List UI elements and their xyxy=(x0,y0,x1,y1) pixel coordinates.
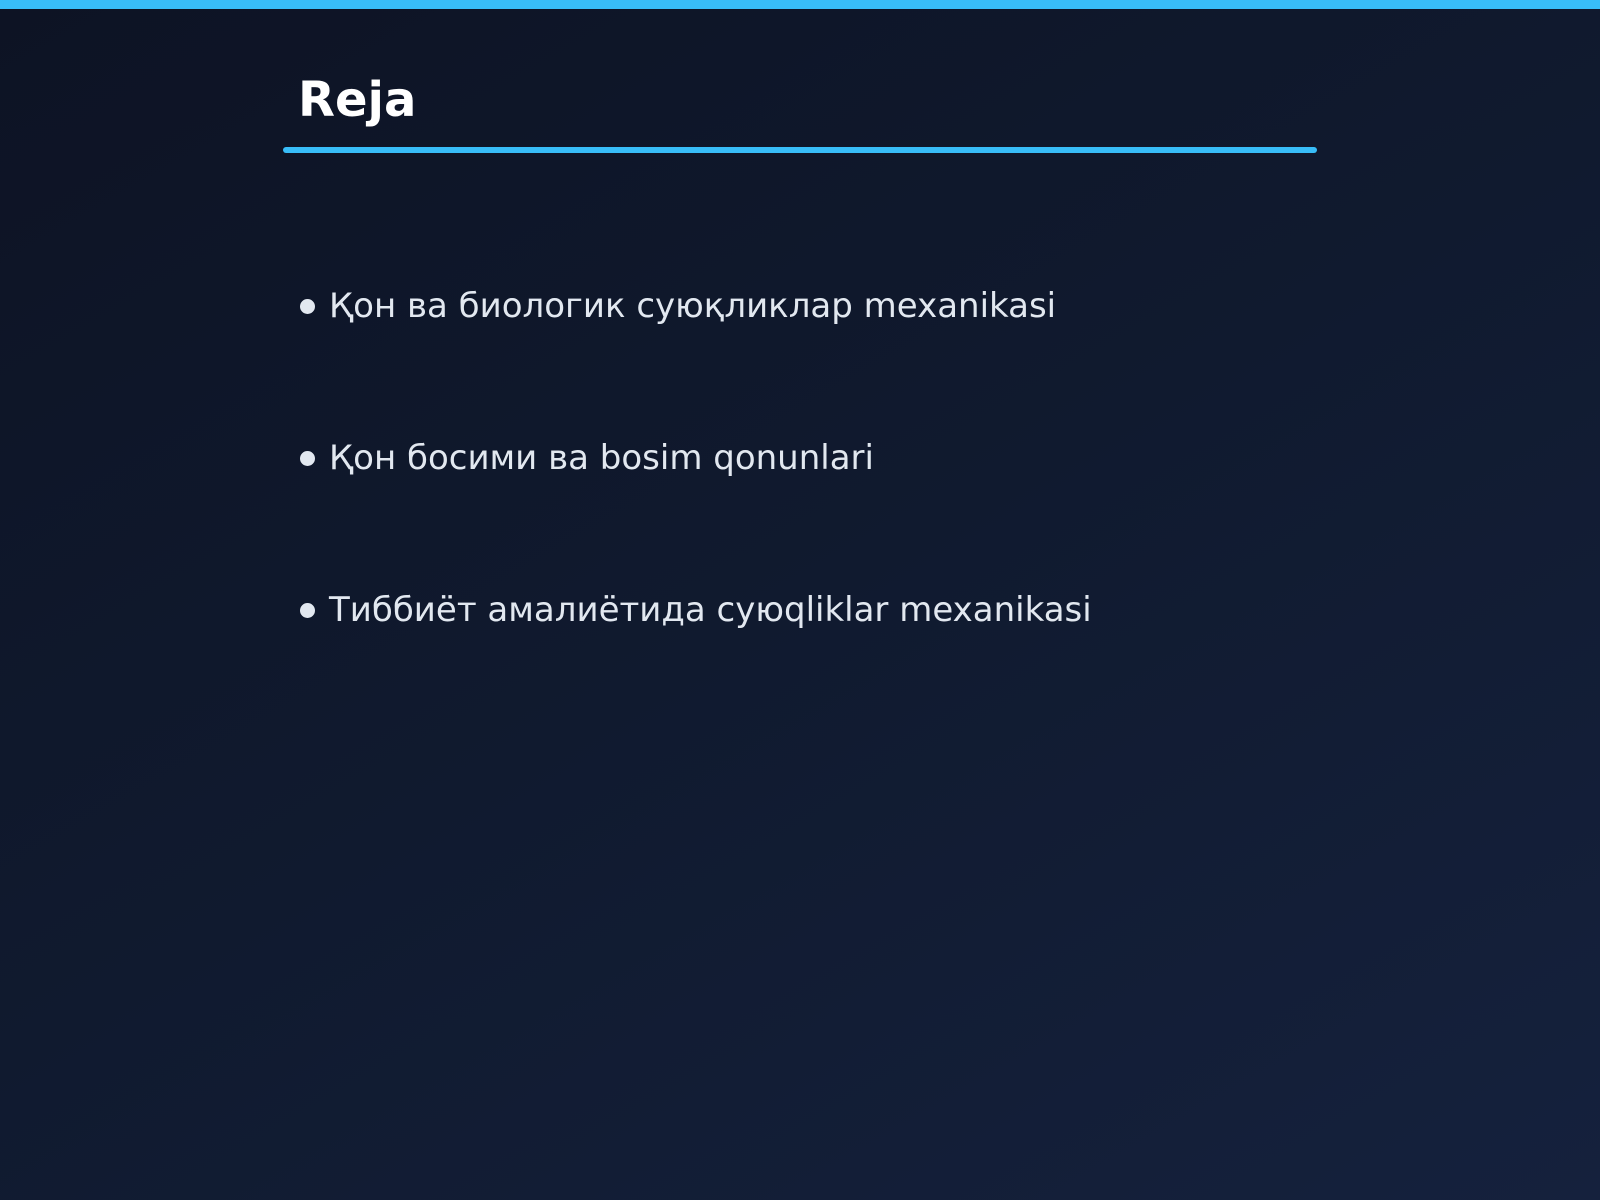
top-accent-bar xyxy=(0,0,1600,9)
bullet-dot-icon xyxy=(300,603,315,618)
agenda-item xyxy=(300,580,1092,732)
agenda-item xyxy=(300,428,1092,580)
title-underline xyxy=(283,147,1317,153)
agenda-item-text: Тиббиёт амалиётида суюqliklar mexanikasi xyxy=(329,590,1092,630)
bullet-dot-icon xyxy=(300,451,315,466)
agenda-item-text: Қон босими ва bosim qonunlari xyxy=(329,438,874,478)
agenda-item xyxy=(300,276,1092,428)
agenda-item-text: Қон ва биологик суюқликлар mexanikasi xyxy=(329,286,1057,326)
bullet-dot-icon xyxy=(300,299,315,314)
slide-title: Reja xyxy=(298,72,417,128)
agenda-list xyxy=(300,276,1092,732)
